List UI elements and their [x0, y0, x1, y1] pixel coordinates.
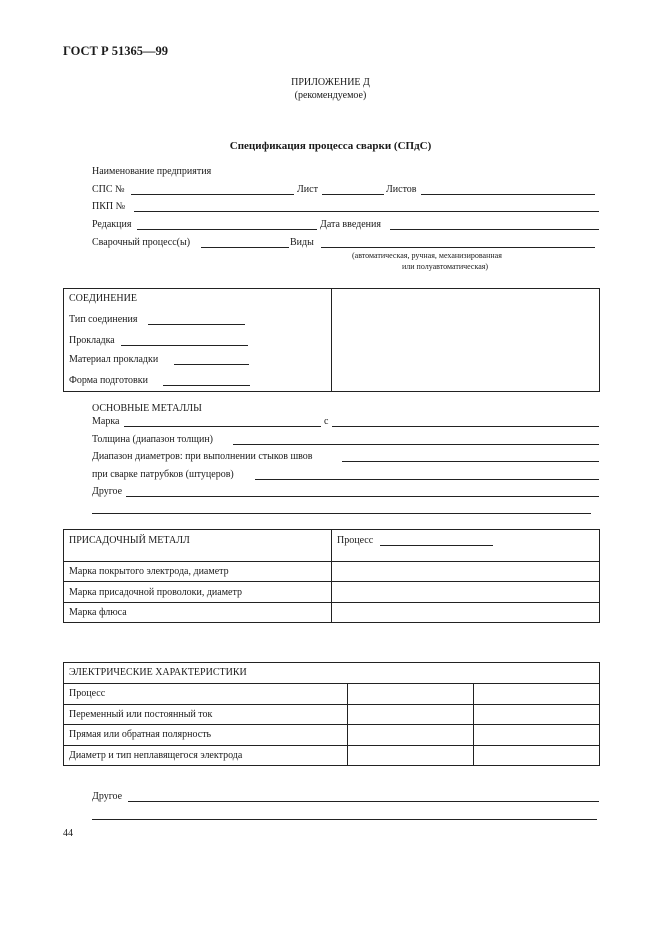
backing-material-label: Материал прокладки	[69, 354, 159, 365]
electrical-col-1	[347, 683, 348, 766]
joint-title: СОЕДИНЕНИЕ	[69, 293, 137, 304]
process-label: Сварочный процесс(ы)	[92, 237, 191, 248]
appendix-title: ПРИЛОЖЕНИЕ Д	[291, 77, 370, 88]
nozzles-label: при сварке патрубков (штуцеров)	[92, 469, 234, 480]
types-note-2: или полуавтоматическая)	[402, 262, 489, 271]
sheet-label: Лист	[297, 184, 318, 195]
base-other-label: Другое	[92, 486, 123, 497]
base-other-field-2[interactable]	[92, 513, 591, 514]
sheet-field[interactable]	[322, 194, 384, 195]
prep-label: Форма подготовки	[69, 375, 148, 386]
standard-header: ГОСТ Р 51365—99	[63, 44, 169, 58]
sps-label: СПС №	[92, 184, 125, 195]
filler-row-wire: Марка присадочной проволоки, диаметр	[69, 587, 242, 598]
footer-other-label: Другое	[92, 791, 123, 802]
joint-divider	[331, 288, 332, 392]
footer-other-field[interactable]	[128, 801, 599, 802]
thickness-label: Толщина (диапазон толщин)	[92, 434, 213, 445]
sheets-field[interactable]	[421, 194, 595, 195]
grade-with-field[interactable]	[332, 426, 599, 427]
date-label: Дата введения	[320, 219, 381, 230]
backing-field[interactable]	[121, 345, 248, 346]
thickness-field[interactable]	[233, 444, 599, 445]
document-title: Спецификация процесса сварки (СПдС)	[229, 140, 432, 152]
grade-field[interactable]	[124, 426, 321, 427]
enterprise-label: Наименование предприятия	[92, 166, 212, 177]
electrical-col-2	[473, 683, 474, 766]
sheets-label: Листов	[386, 184, 417, 195]
filler-row-line-2	[63, 581, 600, 582]
filler-process-field[interactable]	[380, 545, 493, 546]
edition-field[interactable]	[137, 229, 317, 230]
base-metals-title: ОСНОВНЫЕ МЕТАЛЛЫ	[92, 403, 202, 414]
sps-field[interactable]	[131, 194, 294, 195]
filler-row-line-1	[63, 561, 600, 562]
types-label: Виды	[290, 237, 314, 248]
filler-row-electrode: Марка покрытого электрода, диаметр	[69, 566, 229, 577]
filler-title: ПРИСАДОЧНЫЙ МЕТАЛЛ	[69, 535, 190, 546]
joint-type-field[interactable]	[148, 324, 245, 325]
electrical-row-line-4	[63, 745, 600, 746]
with-label: с	[324, 416, 329, 427]
base-other-field[interactable]	[126, 496, 599, 497]
nozzles-field[interactable]	[255, 479, 599, 480]
date-field[interactable]	[390, 229, 599, 230]
filler-divider	[331, 529, 332, 623]
electrical-row-line-2	[63, 704, 600, 705]
electrical-row-current: Переменный или постоянный ток	[69, 709, 213, 720]
electrical-row-polarity: Прямая или обратная полярность	[69, 729, 212, 740]
electrical-row-electrode: Диаметр и тип неплавящегося электрода	[69, 750, 243, 761]
backing-label: Прокладка	[69, 335, 115, 346]
diameters-label: Диапазон диаметров: при выполнении стыков швов	[92, 451, 313, 462]
electrical-row-line-3	[63, 724, 600, 725]
process-field[interactable]	[201, 247, 289, 248]
types-field[interactable]	[321, 247, 595, 248]
footer-other-field-2[interactable]	[92, 819, 597, 820]
diameters-field[interactable]	[342, 461, 599, 462]
page-number: 44	[63, 828, 73, 839]
backing-material-field[interactable]	[174, 364, 249, 365]
pkp-field[interactable]	[134, 211, 599, 212]
electrical-row-process: Процесс	[69, 688, 106, 699]
filler-process-label: Процесс	[337, 535, 374, 546]
types-note-1: (автоматическая, ручная, механизированная	[352, 251, 502, 260]
prep-field[interactable]	[163, 385, 250, 386]
filler-row-line-3	[63, 602, 600, 603]
electrical-row-line-1	[63, 683, 600, 684]
pkp-label: ПКП №	[92, 201, 126, 212]
electrical-title: ЭЛЕКТРИЧЕСКИЕ ХАРАКТЕРИСТИКИ	[69, 667, 247, 678]
appendix-subtitle: (рекомендуемое)	[294, 90, 367, 101]
edition-label: Редакция	[92, 219, 132, 230]
filler-row-flux: Марка флюса	[69, 607, 127, 618]
joint-type-label: Тип соединения	[69, 314, 138, 325]
grade-label: Марка	[92, 416, 120, 427]
